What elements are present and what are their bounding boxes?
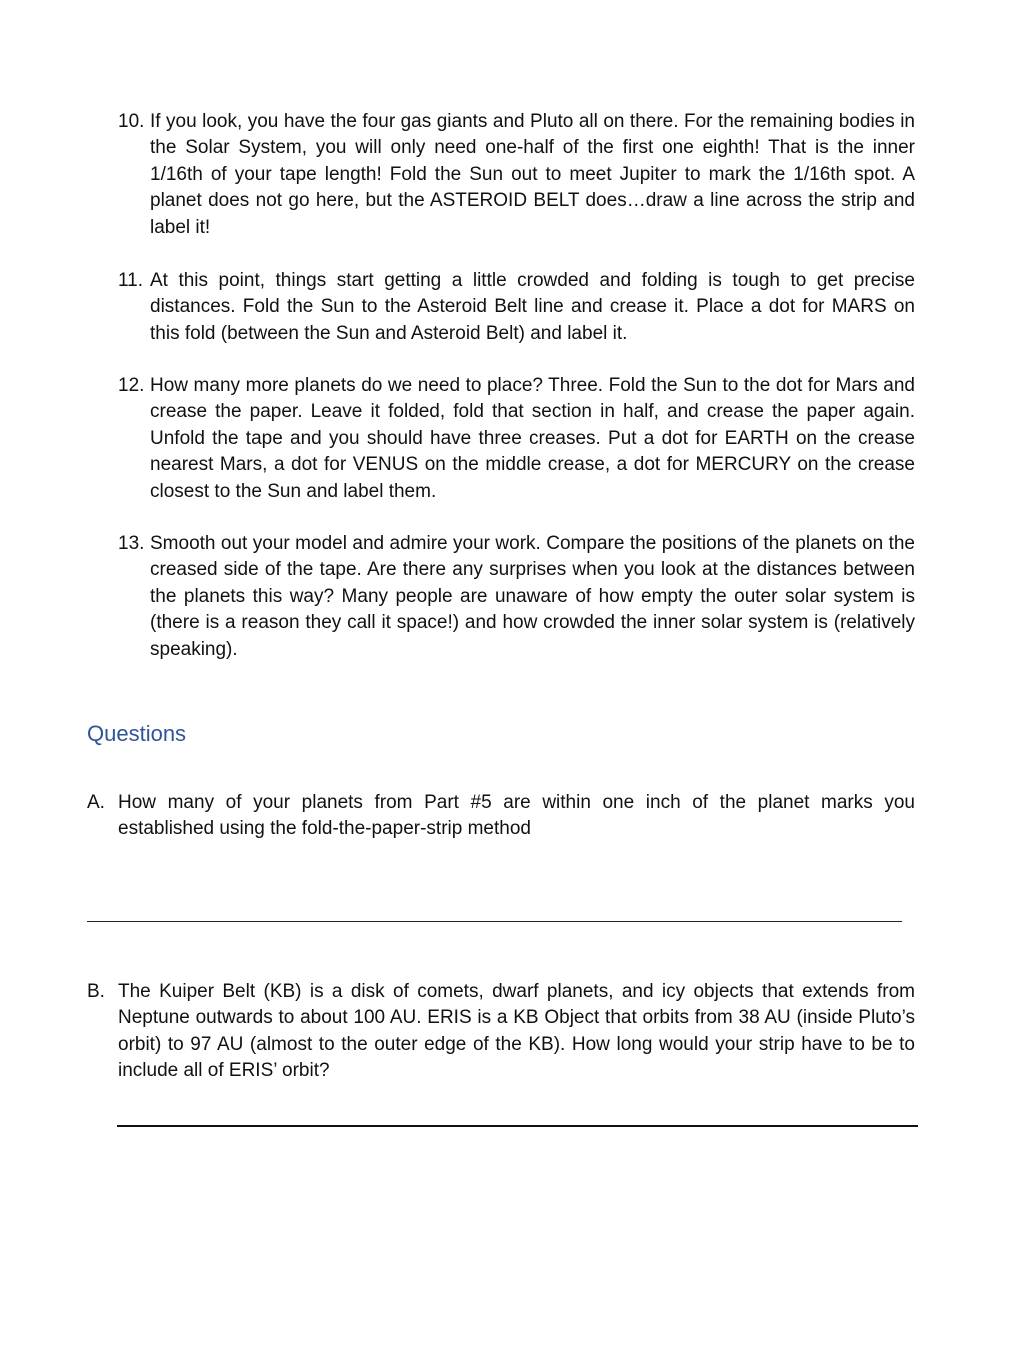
instruction-step-13 xyxy=(118,531,915,663)
question-letter: B. xyxy=(87,981,105,1002)
question-text: How many of your planets from Part #5 are within one inch of the planet marks you established using the fold-the-paper-strip method xyxy=(118,792,915,840)
step-text: Smooth out your model and admire your work. Compare the positions of the planets on the creased side of the tape. Are there any surprises when you look at the distances between the planets this way? Many people are unaware of how empty the outer solar system is (there is a reason they call it space!) and how crowded the inner solar system is (relatively speaking). xyxy=(150,533,915,660)
step-number: 10. xyxy=(118,111,145,132)
step-text: If you look, you have the four gas giants and Pluto all on there. For the remaining bodies in the Solar System, you will only need one-half of the first one eighth! That is the inner 1/16th of your tape length! Fold the Sun out to meet Jupiter to mark the 1/16th spot. A planet does not go here, but the ASTEROID BELT does…draw a line across the strip and label it! xyxy=(150,111,915,238)
instruction-step-11 xyxy=(118,268,915,347)
step-text: How many more planets do we need to place? Three. Fold the Sun to the dot for Mars and crease the paper. Leave it folded, fold that section in half, and crease the paper again. Unfold the tape and you should have three creases. Put a dot for EARTH on the crease nearest Mars, a dot for VENUS on the middle crease, a dot for MERCURY on the crease closest to the Sun and label them. xyxy=(150,375,915,502)
step-text: At this point, things start getting a little crowded and folding is tough to get precise distances. Fold the Sun to the Asteroid Belt line and crease it. Place a dot for MARS on this fold (between the Sun and Asteroid Belt) and label it. xyxy=(150,270,915,344)
question-a xyxy=(87,790,915,843)
step-number: 13. xyxy=(118,533,145,554)
instruction-step-12 xyxy=(118,373,915,505)
instruction-step-10 xyxy=(118,109,915,241)
question-b xyxy=(87,979,915,1085)
question-text: The Kuiper Belt (KB) is a disk of comets, dwarf planets, and icy objects that extends from Neptune outwards to about 100 AU. ERIS is a KB Object that orbits from 38 AU (inside Pluto’s orbit) to 97 AU (almost to the outer edge of the KB). How long would your strip have to be to include all of ERIS’ orbit? xyxy=(118,981,915,1082)
answer-line-a[interactable] xyxy=(87,921,902,922)
questions-heading: Questions xyxy=(87,721,187,746)
question-letter: A. xyxy=(87,792,105,813)
answer-line-b[interactable] xyxy=(117,1125,918,1127)
step-number: 12. xyxy=(118,375,145,396)
step-number: 11. xyxy=(118,270,144,291)
